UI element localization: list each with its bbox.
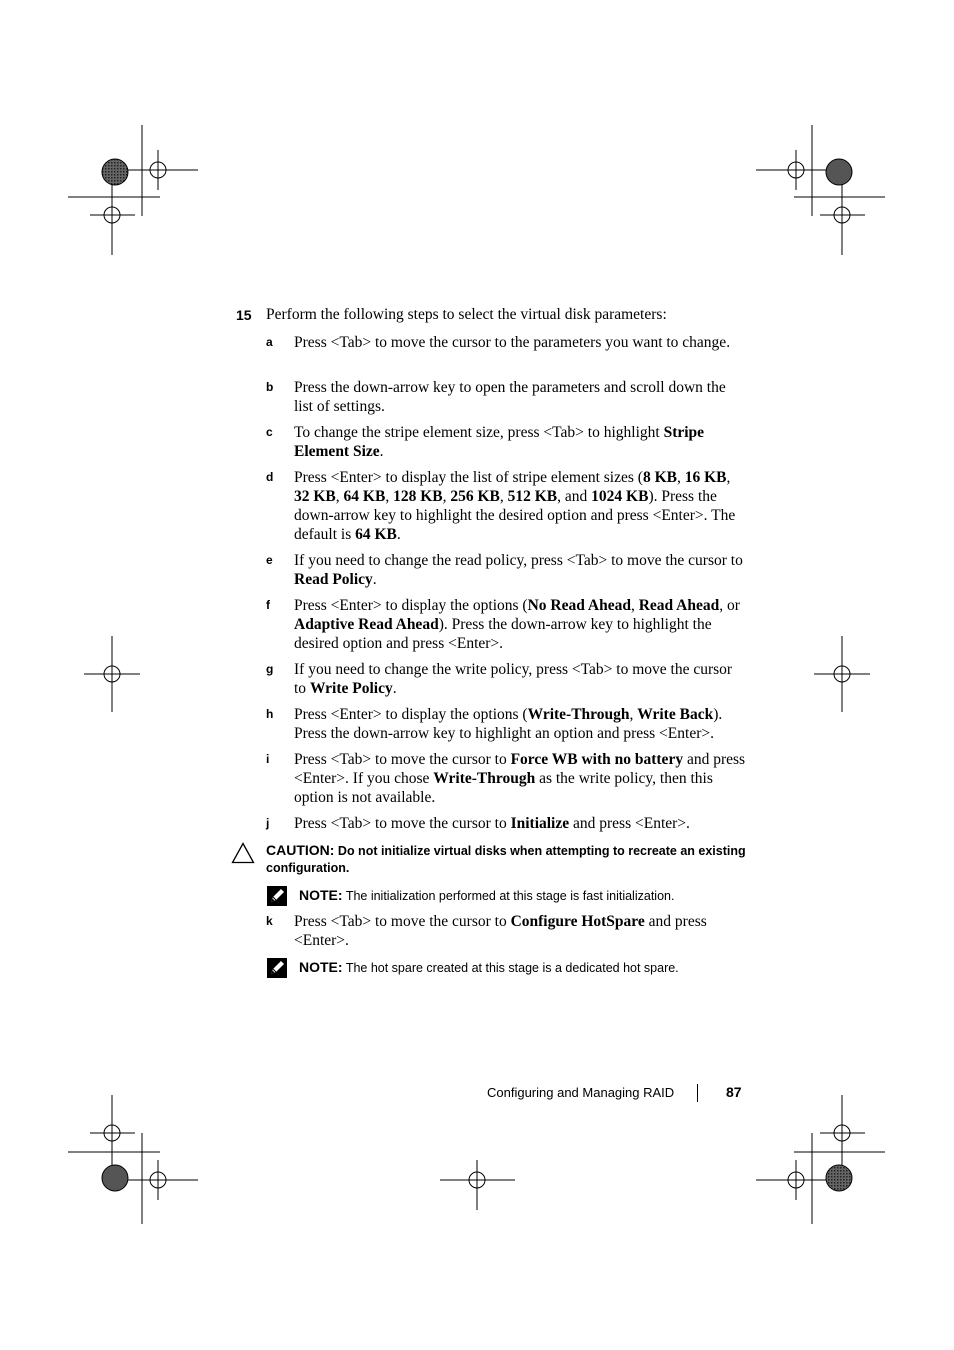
item-letter: c: [266, 425, 273, 439]
text-run: ,: [726, 469, 731, 486]
ui-term: 32 KB: [294, 488, 336, 505]
text-run: and press <Enter>.: [569, 815, 690, 832]
note-pencil-icon: [267, 886, 287, 906]
item-letter: j: [266, 816, 270, 830]
text-run: ,: [676, 469, 685, 486]
text-run: ,: [630, 597, 639, 614]
text-run: ). Press the down-arrow key to highlight an option and press <Enter>.: [294, 706, 723, 742]
text-run: .: [372, 571, 377, 588]
item-letter: e: [266, 553, 273, 567]
ui-term: Adaptive Read Ahead: [294, 616, 439, 633]
item-text: [294, 814, 746, 833]
ui-term: Write Policy: [309, 680, 393, 697]
item-text: [294, 551, 746, 589]
ui-term: 512 KB: [507, 488, 558, 505]
ui-term: Read Ahead: [638, 597, 720, 614]
text-run: .: [396, 526, 401, 543]
ui-term: Configure HotSpare: [510, 913, 645, 930]
ui-term: Write-Through: [433, 770, 536, 787]
note-label: NOTE:: [299, 959, 343, 975]
ui-term: Write Back: [637, 706, 714, 723]
item-letter: g: [266, 662, 274, 676]
ui-term: 64 KB: [355, 526, 397, 543]
text-run: Press <Tab> to move the cursor to: [294, 913, 511, 930]
note-text: The initialization performed at this stage is fast initialization.: [345, 889, 675, 903]
ui-term: 128 KB: [393, 488, 443, 505]
item-text: [294, 912, 746, 950]
step-intro: Perform the following steps to select the virtual disk parameters:: [266, 306, 667, 323]
ui-term: No Read Ahead: [527, 597, 631, 614]
footer-separator: [697, 1084, 698, 1102]
item-text: [294, 750, 746, 807]
ui-term: 256 KB: [450, 488, 500, 505]
item-text: [294, 468, 746, 544]
note-text: The hot spare created at this stage is a dedicated hot spare.: [345, 961, 679, 975]
caution-notice: [266, 842, 746, 877]
text-run: and press <Enter>.: [294, 913, 707, 949]
ui-term: Initialize: [510, 815, 570, 832]
caution-triangle-icon: [231, 842, 255, 864]
item-letter: k: [266, 914, 273, 928]
item-letter: b: [266, 380, 274, 394]
text-run: ,: [385, 488, 394, 505]
caution-text: Do not initialize virtual disks when attempting to recreate an existing configuration.: [266, 844, 746, 875]
text-run: ,: [335, 488, 344, 505]
ui-term: Stripe Element Size: [294, 424, 705, 460]
caution-label: CAUTION:: [266, 842, 335, 858]
item-letter: h: [266, 707, 274, 721]
text-run: To change the stripe element size, press <Tab> to highlight: [294, 424, 664, 441]
item-text: [294, 378, 746, 416]
text-run: and press <Enter>. If you chose: [294, 751, 746, 787]
text-run: .: [379, 443, 384, 460]
note-label: NOTE:: [299, 887, 343, 903]
ui-term: Read Policy: [294, 571, 373, 588]
step-number: 15: [236, 307, 252, 323]
text-run: Press <Enter> to display the list of stripe element sizes (: [294, 469, 643, 486]
ui-term: 64 KB: [343, 488, 386, 505]
ui-term: Write-Through: [527, 706, 630, 723]
text-run: Press <Tab> to move the cursor to: [294, 751, 511, 768]
text-run: Press <Enter> to display the options (: [294, 706, 528, 723]
ui-term: Force WB with no battery: [510, 751, 684, 768]
text-run: ,: [499, 488, 508, 505]
item-letter: d: [266, 470, 274, 484]
item-text: [294, 705, 746, 743]
note-2: [299, 959, 746, 977]
text-run: Press <Enter> to display the options (: [294, 597, 528, 614]
text-run: ). Press the down-arrow key to highlight the desired option and press <Enter>.: [294, 616, 712, 652]
text-run: Press <Tab> to move the cursor to: [294, 815, 511, 832]
text-run: If you need to change the write policy, press <Tab> to move the cursor to: [294, 661, 733, 697]
page-number: 87: [726, 1084, 742, 1100]
text-run: ). Press the down-arrow key to highlight the desired option and press <Enter>. The default is: [294, 488, 736, 543]
text-run: ,: [442, 488, 451, 505]
text-run: If you need to change the read policy, press <Tab> to move the cursor to: [294, 552, 743, 569]
ui-term: 8 KB: [642, 469, 677, 486]
item-letter: f: [266, 598, 270, 612]
item-text: [294, 660, 746, 698]
item-text: [294, 596, 746, 653]
item-letter: i: [266, 752, 270, 766]
footer-chapter-title: Configuring and Managing RAID: [487, 1085, 675, 1100]
item-letter: a: [266, 335, 273, 349]
ui-term: 16 KB: [684, 469, 727, 486]
text-run: ,: [629, 706, 638, 723]
text-run: , and: [557, 488, 592, 505]
ui-term: 1024 KB: [591, 488, 649, 505]
text-run: Press <Tab> to move the cursor to the parameters you want to change.: [294, 334, 731, 351]
text-run: , or: [719, 597, 740, 614]
note-1: [299, 887, 746, 905]
item-text: [294, 333, 746, 352]
text-run: .: [392, 680, 397, 697]
text-run: Press the down-arrow key to open the parameters and scroll down the list of settings.: [294, 379, 726, 415]
note-pencil-icon: [267, 958, 287, 978]
text-run: as the write policy, then this option is not available.: [294, 770, 713, 806]
item-text: [294, 423, 746, 461]
